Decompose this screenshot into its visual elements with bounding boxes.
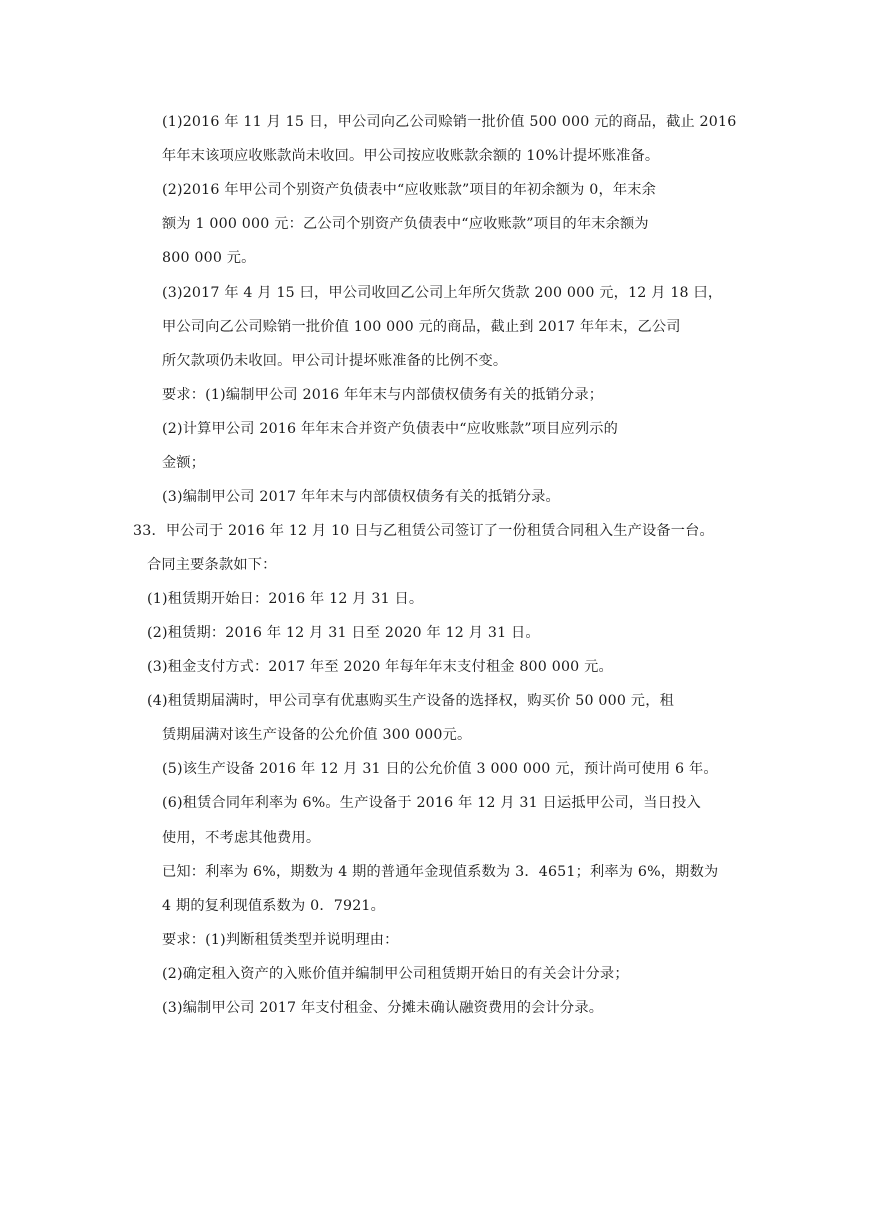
q33-term-6-line-1: (6)租赁合同年利率为 6%。生产设备于 2016 年 12 月 31 日运抵甲公司，当日投入: [162, 795, 701, 811]
q32-condition-2-line-3: 800 000 元。: [162, 250, 256, 266]
q33-term-4-line-2: 赁期届满对该生产设备的公允价值 300 000元。: [162, 727, 472, 743]
q33-known-line-1: 已知：利率为 6%，期数为 4 期的普通年金现值系数为 3．4651；利率为 6%，期数为: [162, 864, 719, 880]
q33-known-line-2: 4 期的复利现值系数为 0．7921。: [162, 898, 386, 914]
q32-requirement-1: 要求：(1)编制甲公司 2016 年年末与内部债权债务有关的抵销分录；: [162, 387, 604, 403]
q32-condition-1-line-1: (1)2016 年 11 月 15 日，甲公司向乙公司赊销一批价值 500 000 元的商品，截止 2016: [162, 114, 737, 130]
q33-term-5: (5)该生产设备 2016 年 12 月 31 日的公允价值 3 000 000 元，预计尚可使用 6 年。: [162, 761, 718, 777]
q32-condition-3-line-2: 甲公司向乙公司赊销一批价值 100 000 元的商品，截止到 2017 年年末，乙公司: [162, 319, 681, 335]
q33-requirement-1: 要求：(1)判断租赁类型并说明理由：: [162, 932, 399, 948]
q33-term-4-line-1: (4)租赁期届满时，甲公司享有优惠购买生产设备的选择权，购买价 50 000 元，租: [147, 693, 674, 709]
q33-term-1: (1)租赁期开始日：2016 年 12 月 31 日。: [147, 591, 424, 607]
q33-term-2: (2)租赁期：2016 年 12 月 31 日至 2020 年 12 月 31 日。: [147, 625, 540, 641]
q33-requirement-2: (2)确定租入资产的入账价值并编制甲公司租赁期开始日的有关会计分录；: [162, 966, 629, 982]
q33-requirement-3: (3)编制甲公司 2017 年支付租金、分摊未确认融资费用的会计分录。: [162, 1000, 604, 1016]
q33-intro-line-1: 33．甲公司于 2016 年 12 月 10 日与乙租赁公司签订了一份租赁合同租入生产设备一台。: [133, 523, 714, 539]
q32-requirement-3: (3)编制甲公司 2017 年年末与内部债权债务有关的抵销分录。: [162, 489, 560, 505]
q32-condition-1-line-2: 年年末该项应收账款尚未收回。甲公司按应收账款余额的 10%计提坏账准备。: [162, 148, 660, 164]
q32-requirement-2-line-2: 金额；: [162, 455, 206, 471]
q33-intro-line-2: 合同主要条款如下：: [147, 557, 277, 573]
q32-condition-3-line-3: 所欠款项仍未收回。甲公司计提坏账准备的比例不变。: [162, 353, 508, 369]
q32-requirement-2-line-1: (2)计算甲公司 2016 年年末合并资产负债表中“应收账款”项目应列示的: [162, 421, 619, 437]
q32-condition-3-line-1: (3)2017 年 4 月 15 曰，甲公司收回乙公司上年所欠货款 200 000 元，12 月 18 曰，: [162, 285, 723, 301]
q32-condition-2-line-2: 额为 1 000 000 元：乙公司个别资产负债表中“应收账款”项目的年末余额为: [162, 216, 649, 232]
q33-term-6-line-2: 使用，不考虑其他费用。: [162, 830, 321, 846]
q32-condition-2-line-1: (2)2016 年甲公司个别资产负债表中“应收账款”项目的年初余额为 0，年末余: [162, 182, 657, 198]
q33-term-3: (3)租金支付方式：2017 年至 2020 年每年年末支付租金 800 000 元。: [147, 659, 613, 675]
